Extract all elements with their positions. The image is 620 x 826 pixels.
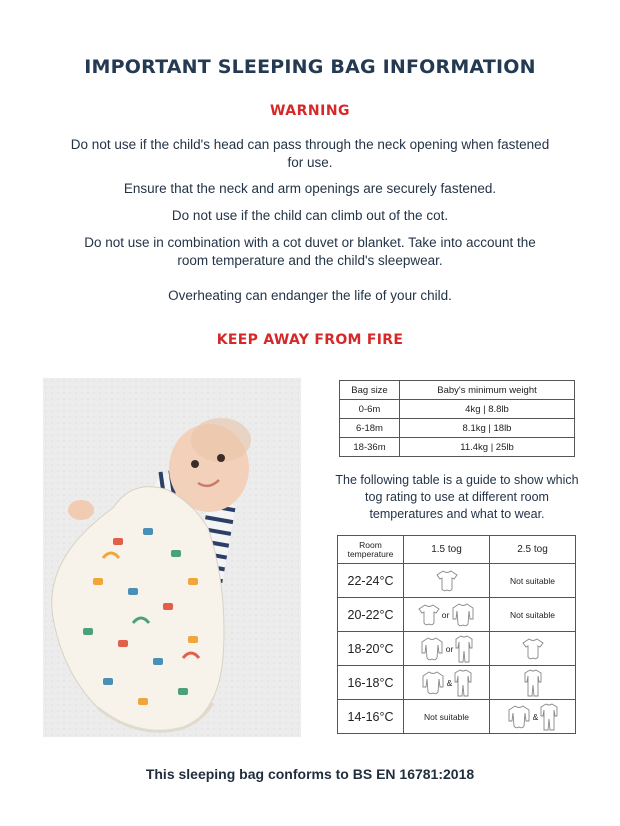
tog-25-cell: [490, 632, 576, 666]
sleepsuit-icon: [540, 711, 558, 721]
tog-25-cell: [490, 700, 576, 734]
warning-item: Do not use if the child can climb out of the cot.: [171, 208, 449, 223]
warning-item: Ensure that the neck and arm openings are securely fastened.: [123, 181, 497, 196]
size-cell: 6-18m: [340, 419, 400, 438]
size-cell: 18-36m: [340, 438, 400, 457]
size-header-bag: Bag size: [340, 381, 400, 400]
long-sleeve-bodysuit-icon: [451, 609, 475, 619]
tog-15-cell: [404, 700, 490, 734]
joiner-label: &: [446, 677, 453, 688]
temperature-cell: 16-18°C: [338, 666, 404, 700]
weight-cell: 11.4kg | 25lb: [400, 438, 575, 457]
tog-header-15: 1.5 tog: [404, 536, 490, 564]
tog-25-cell: [490, 598, 576, 632]
fire-warning: KEEP AWAY FROM FIRE: [216, 332, 404, 348]
long-sleeve-bodysuit-icon: [420, 643, 444, 653]
table-row: [338, 564, 576, 598]
table-row: [338, 598, 576, 632]
warning-heading: WARNING: [269, 103, 351, 119]
tog-15-cell: [404, 666, 490, 700]
table-row: [338, 700, 576, 734]
temperature-cell: 14-16°C: [338, 700, 404, 734]
long-sleeve-bodysuit-icon: [507, 711, 531, 721]
size-cell: 0-6m: [340, 400, 400, 419]
compliance-footer: This sleeping bag conforms to BS EN 16781:2018: [145, 766, 475, 782]
sleepsuit-icon: [454, 677, 472, 687]
long-sleeve-bodysuit-icon: [421, 677, 445, 687]
sleepsuit-icon: [524, 677, 542, 687]
baby-photo: [43, 378, 301, 737]
table-row: [338, 666, 576, 700]
short-sleeve-bodysuit-icon: [522, 643, 544, 653]
joiner-label: or: [445, 643, 454, 654]
tog-header-temp: Room temperature: [338, 536, 404, 564]
tog-guide-text: The following table is a guide to show which tog rating to use at different room temperatures and what to wear.: [335, 473, 579, 521]
warning-item: Do not use if the child's head can pass through the neck opening when fastened for use.: [70, 137, 550, 170]
warning-item: Do not use in combination with a cot duvet or blanket. Take into account the room temperature and the child's sleepwear.: [84, 235, 536, 268]
joiner-label: &: [532, 711, 539, 722]
tog-header-25: 2.5 tog: [490, 536, 576, 564]
table-row: [338, 632, 576, 666]
size-header-weight: Baby's minimum weight: [400, 381, 575, 400]
weight-cell: 8.1kg | 18lb: [400, 419, 575, 438]
tog-15-cell: [404, 598, 490, 632]
tog-table: [337, 535, 576, 734]
size-table: [339, 380, 575, 457]
table-row: [340, 438, 575, 457]
sleepsuit-icon: [455, 643, 473, 653]
warning-item: Overheating can endanger the life of your child.: [168, 288, 452, 303]
short-sleeve-bodysuit-icon: [418, 609, 440, 619]
not-suitable-label: Not suitable: [510, 609, 555, 620]
page-title: IMPORTANT SLEEPING BAG INFORMATION: [84, 56, 536, 78]
weight-cell: 4kg | 8.8lb: [400, 400, 575, 419]
temperature-cell: 18-20°C: [338, 632, 404, 666]
tog-15-cell: [404, 632, 490, 666]
table-row: [340, 419, 575, 438]
tog-25-cell: [490, 564, 576, 598]
temperature-cell: 22-24°C: [338, 564, 404, 598]
tog-25-cell: [490, 666, 576, 700]
tog-15-cell: [404, 564, 490, 598]
temperature-cell: 20-22°C: [338, 598, 404, 632]
short-sleeve-bodysuit-icon: [436, 575, 458, 585]
not-suitable-label: Not suitable: [510, 575, 555, 586]
not-suitable-label: Not suitable: [424, 711, 469, 722]
joiner-label: or: [441, 609, 450, 620]
table-row: [340, 400, 575, 419]
